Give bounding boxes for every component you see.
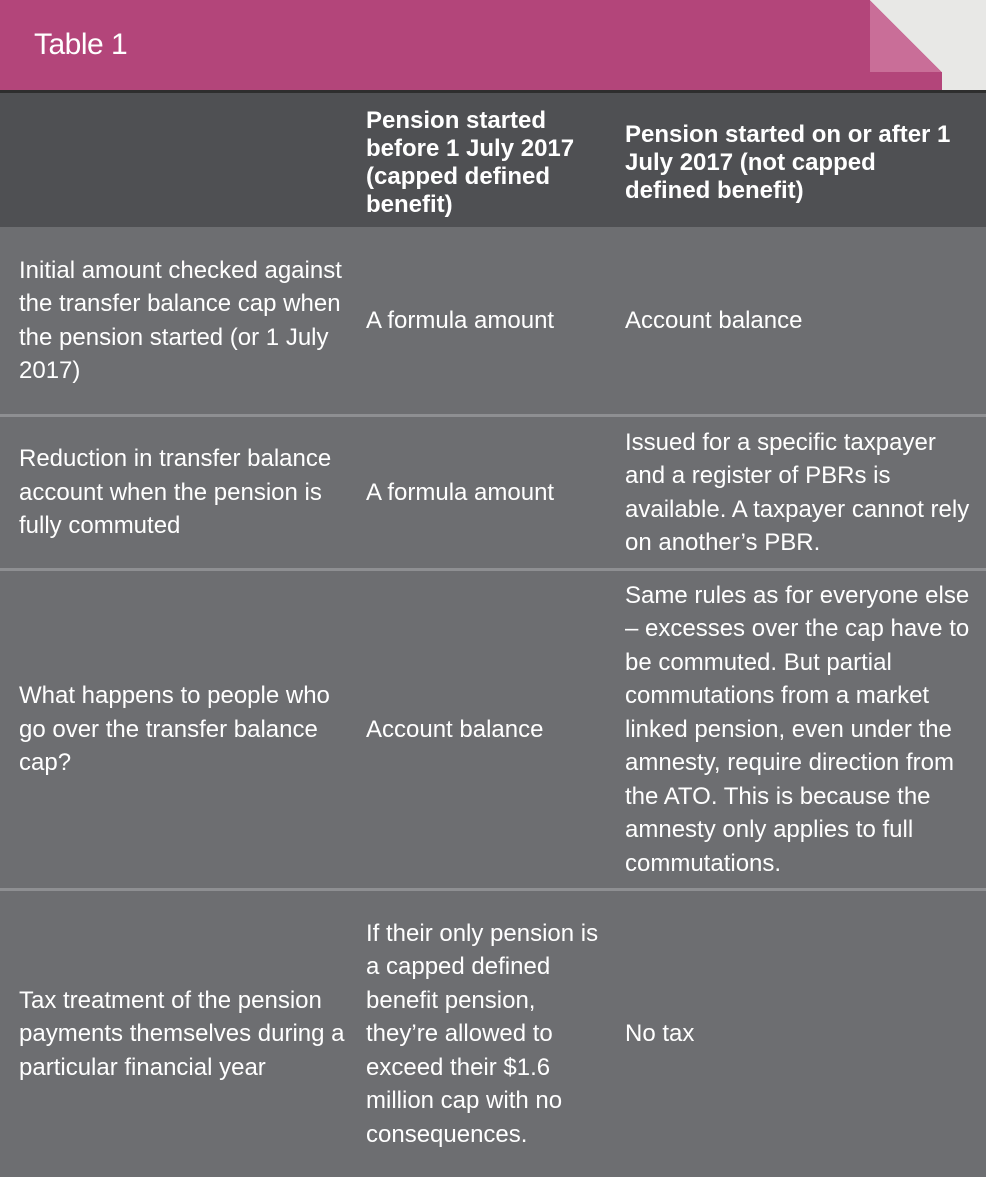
comparison-table <box>0 93 986 1177</box>
table-header-row <box>0 93 986 227</box>
row-before-value: Account balance <box>366 715 544 743</box>
page-fold-corner <box>870 0 942 72</box>
row-before-value: A formula amount <box>366 478 555 506</box>
row-after-value: Issued for a specific taxpayer and a register of PBRs is available. A taxpayer cannot rely on another’s PBR. <box>625 428 970 556</box>
row-after-value: Account balance <box>625 306 803 334</box>
row-label: Initial amount checked against the transfer balance cap when the pension started (or 1 July 2017) <box>19 256 342 384</box>
title-banner <box>0 0 942 90</box>
row-after-value: No tax <box>625 1020 695 1048</box>
header-after-2017: Pension started on or after 1 July 2017 (not capped defined benefit) <box>625 121 951 204</box>
row-before-value: A formula amount <box>366 306 555 334</box>
row-label: Tax treatment of the pension payments themselves during a particular financial year <box>19 986 345 1081</box>
table-row <box>0 417 986 571</box>
header-before-2017: Pension started before 1 July 2017 (capped defined benefit) <box>366 107 575 218</box>
row-label: What happens to people who go over the transfer balance cap? <box>19 682 330 777</box>
table-row <box>0 227 986 417</box>
table-row <box>0 571 986 891</box>
table-title: Table 1 <box>34 28 128 61</box>
table-row <box>0 891 986 1177</box>
row-label: Reduction in transfer balance account when the pension is fully commuted <box>19 445 332 540</box>
row-before-value: If their only pension is a capped defined benefit pension, they’re allowed to exceed their $1.6 million cap with no consequences. <box>366 919 599 1148</box>
row-after-value: Same rules as for everyone else – excesses over the cap have to be commuted. But partial commutations from a market linked pension, even under the amnesty, require direction from the ATO. This is because the amnesty only applies to full commutations. <box>625 581 970 877</box>
